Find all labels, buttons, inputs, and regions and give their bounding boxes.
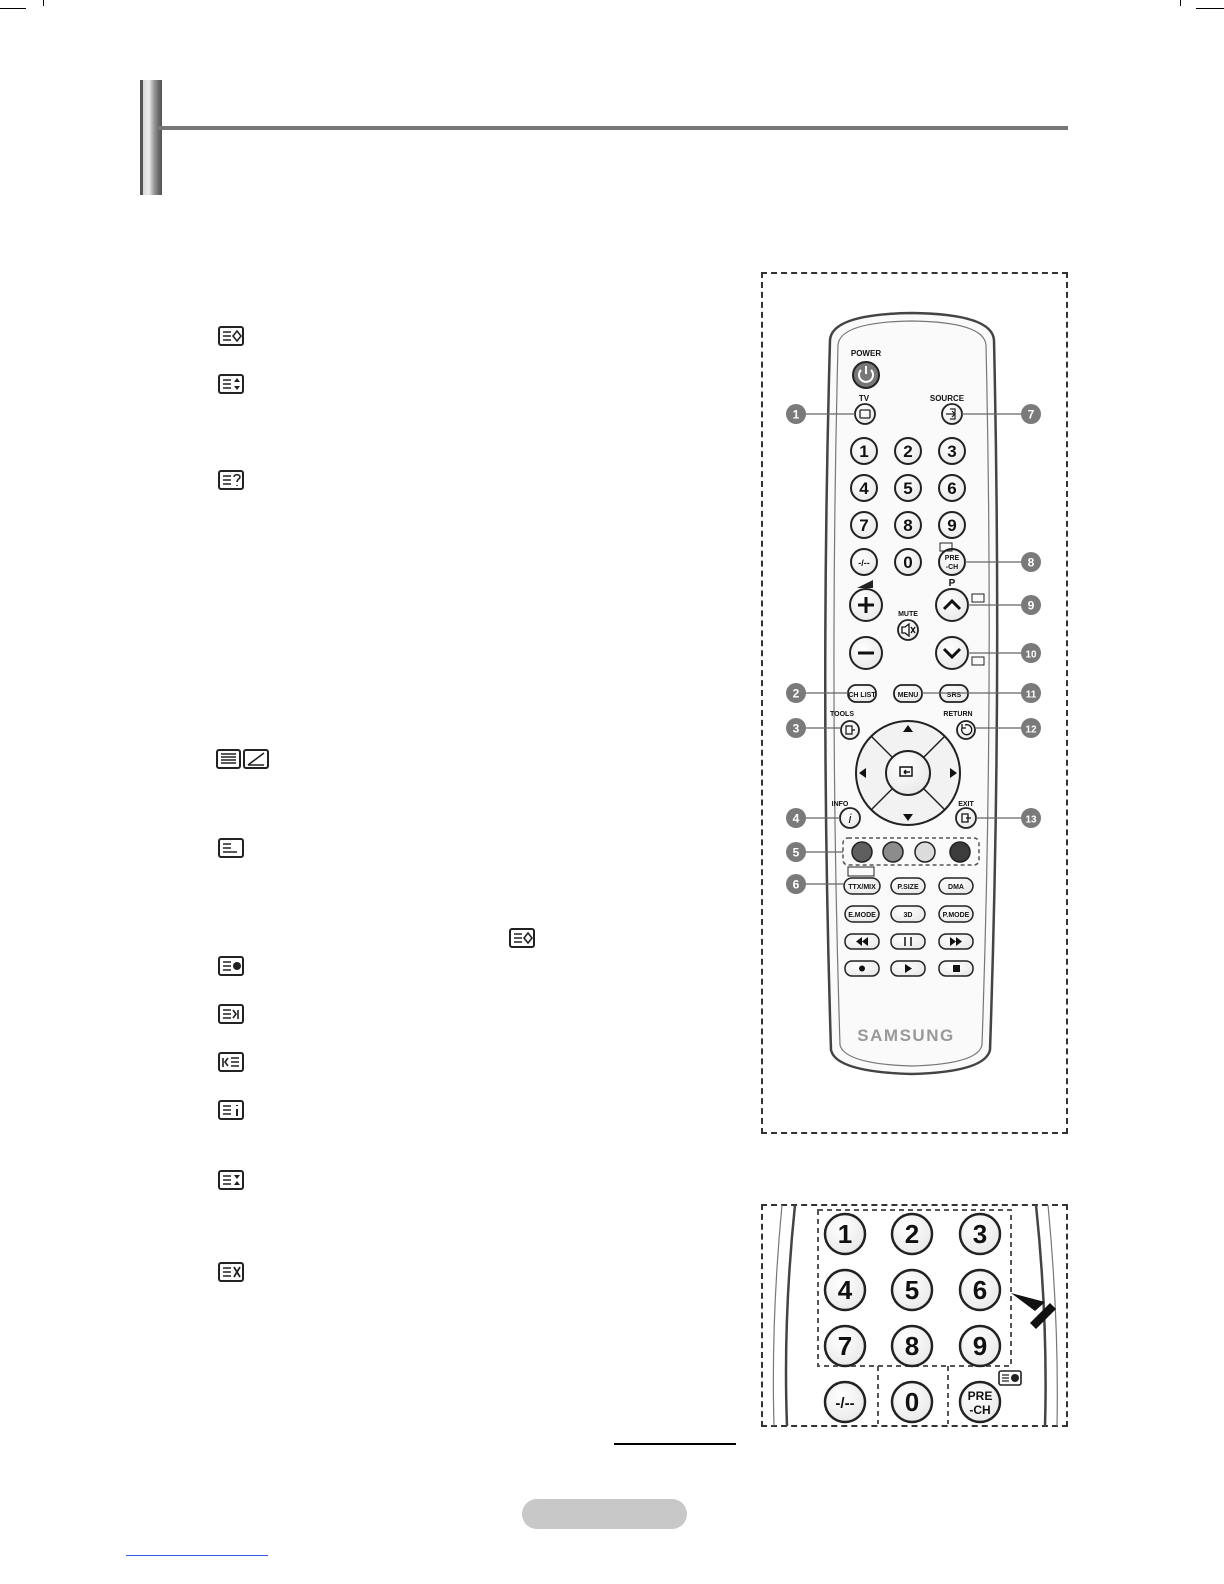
- key-5[interactable]: [895, 475, 921, 501]
- info-label: INFO: [831, 801, 849, 808]
- callout-number: 5: [792, 845, 800, 860]
- callout-number: 4: [792, 811, 800, 826]
- tools-button[interactable]: [841, 721, 859, 739]
- exit-button[interactable]: [956, 808, 976, 828]
- stop-icon: [953, 965, 960, 972]
- key-6[interactable]: [939, 475, 965, 501]
- pointer-arrow: [1011, 1293, 1056, 1329]
- svg-text:4: 4: [837, 1275, 853, 1305]
- remote-control: [762, 273, 1067, 1133]
- navigation-pad: [856, 721, 960, 825]
- callout-number: 9: [1027, 598, 1035, 613]
- ttx-mix-button[interactable]: [844, 878, 880, 894]
- svg-text:-CH: -CH: [945, 564, 959, 571]
- svg-text:3: 3: [947, 442, 957, 461]
- callout-number: 12: [1025, 724, 1037, 736]
- return-label: RETURN: [943, 711, 973, 718]
- zoom-key-1[interactable]: [825, 1214, 865, 1254]
- channel-down-button[interactable]: [936, 637, 968, 669]
- callout-number: 7: [1027, 407, 1035, 422]
- footer-rule: [614, 1443, 736, 1445]
- play-button[interactable]: [891, 961, 925, 976]
- svg-text:2: 2: [904, 1219, 920, 1249]
- power-button[interactable]: [853, 362, 879, 388]
- pre-ch-button[interactable]: [939, 549, 965, 575]
- menu-button[interactable]: [894, 685, 922, 702]
- svg-text:TTX/MIX: TTX/MIX: [848, 884, 876, 891]
- callout-number: 6: [792, 877, 800, 892]
- key-4[interactable]: [851, 475, 877, 501]
- e-mode-button[interactable]: [845, 906, 879, 922]
- p-mode-button[interactable]: [939, 906, 973, 922]
- key-3[interactable]: [939, 438, 965, 464]
- callout-number: 3: [792, 721, 800, 736]
- svg-text:PRE: PRE: [967, 1389, 993, 1403]
- source-button[interactable]: [942, 404, 962, 424]
- enter-button[interactable]: [886, 751, 930, 795]
- svg-text:P.MODE: P.MODE: [942, 912, 970, 919]
- index-icon: [218, 470, 244, 490]
- info-button[interactable]: [840, 808, 860, 828]
- record-button[interactable]: [845, 961, 879, 976]
- svg-text:-/--: -/--: [835, 1395, 855, 1412]
- crop-mark: [43, 0, 44, 6]
- callout-7: [1021, 404, 1041, 424]
- stop-button[interactable]: [939, 961, 973, 976]
- record-icon: [859, 966, 865, 972]
- reveal-icon: [509, 928, 535, 948]
- svg-text:CH LIST: CH LIST: [848, 692, 876, 699]
- zoom-key-8[interactable]: [892, 1326, 932, 1366]
- p-size-button[interactable]: [891, 878, 925, 894]
- zoom-key-4[interactable]: [825, 1270, 865, 1310]
- svg-text:SRS: SRS: [946, 692, 962, 699]
- callout-number: 2: [792, 686, 800, 701]
- tv-button[interactable]: [855, 404, 875, 424]
- svg-text:1: 1: [837, 1219, 853, 1249]
- callout-4: [786, 808, 806, 828]
- svg-text:MENU: MENU: [897, 692, 919, 699]
- svg-text:7: 7: [837, 1331, 853, 1361]
- tv-label: TV: [858, 394, 870, 403]
- dash-button[interactable]: [851, 549, 877, 575]
- svg-text:PRE: PRE: [944, 555, 960, 562]
- page-number-badge: [522, 1499, 687, 1529]
- svg-text:6: 6: [947, 479, 957, 498]
- ttx-mix-icon: [216, 749, 270, 769]
- callout-9: [1021, 595, 1041, 615]
- source-label: SOURCE: [929, 394, 965, 403]
- callout-10: [1021, 643, 1041, 663]
- exit-label: EXIT: [958, 801, 974, 808]
- callout-1: [786, 404, 806, 424]
- key-2[interactable]: [895, 438, 921, 464]
- callout-number: 13: [1025, 814, 1037, 826]
- fast-forward-button[interactable]: [939, 934, 973, 949]
- zoom-dash-button[interactable]: [825, 1382, 865, 1422]
- callout-12: [1021, 718, 1041, 738]
- crop-mark: [0, 8, 26, 9]
- callout-number: 11: [1025, 689, 1037, 701]
- bottom-underline: [126, 1555, 268, 1556]
- page-up-down-icon: [218, 1170, 244, 1190]
- svg-text:9: 9: [972, 1331, 988, 1361]
- reveal-icon: [218, 326, 244, 346]
- callout-number: 10: [1025, 649, 1037, 661]
- zoom-key-0[interactable]: [892, 1382, 932, 1422]
- mute-label: MUTE: [898, 611, 918, 618]
- info-icon: [218, 1100, 244, 1120]
- brand-logo: SAMSUNG: [857, 1026, 955, 1045]
- mute-button[interactable]: [898, 620, 918, 640]
- display-icon: [218, 956, 244, 976]
- key-0[interactable]: [895, 549, 921, 575]
- svg-text:3D: 3D: [903, 912, 913, 919]
- callout-8: [1021, 552, 1041, 572]
- svg-text:8: 8: [904, 1331, 920, 1361]
- callout-6: [786, 874, 806, 894]
- svg-text:5: 5: [904, 1275, 920, 1305]
- p-label: P: [948, 578, 956, 589]
- key-9[interactable]: [939, 512, 965, 538]
- rewind-button[interactable]: [845, 934, 879, 949]
- svg-text:-/--: -/--: [858, 558, 870, 568]
- exit-icon: [218, 1262, 244, 1282]
- color-key-4[interactable]: [950, 842, 970, 862]
- zoom-key-7[interactable]: [825, 1326, 865, 1366]
- section-heading-bar: [140, 80, 162, 195]
- cancel-icon: [218, 838, 244, 858]
- volume-down-button[interactable]: [850, 637, 882, 669]
- svg-text:2: 2: [903, 442, 913, 461]
- callout-2: [786, 683, 806, 703]
- svg-text:1: 1: [859, 442, 869, 461]
- svg-text:E.MODE: E.MODE: [848, 912, 876, 919]
- volume-up-button[interactable]: [850, 589, 882, 621]
- dma-button[interactable]: [939, 878, 973, 894]
- info-icon: i: [848, 811, 852, 826]
- key-1[interactable]: [851, 438, 877, 464]
- svg-text:-CH: -CH: [969, 1403, 991, 1417]
- zoom-display-icon: [999, 1371, 1021, 1385]
- svg-text:0: 0: [904, 1387, 920, 1417]
- zoom-pre-ch-button[interactable]: [960, 1382, 1000, 1422]
- zoom-key-6[interactable]: [960, 1270, 1000, 1310]
- svg-text:6: 6: [972, 1275, 988, 1305]
- return-button[interactable]: [957, 721, 975, 739]
- svg-text:P.SIZE: P.SIZE: [897, 884, 919, 891]
- crop-mark: [1180, 0, 1181, 6]
- callout-13: [1021, 808, 1041, 828]
- zoom-key-9[interactable]: [960, 1326, 1000, 1366]
- callout-11: [1021, 683, 1041, 703]
- color-key-2[interactable]: [883, 842, 903, 862]
- svg-text:0: 0: [903, 553, 913, 572]
- hold-icon: [218, 1052, 244, 1072]
- callout-5: [786, 842, 806, 862]
- callout-3: [786, 718, 806, 738]
- svg-text:8: 8: [903, 516, 913, 535]
- color-key-1[interactable]: [852, 842, 872, 862]
- ch-list-button[interactable]: [848, 685, 876, 702]
- pause-button[interactable]: [891, 934, 925, 949]
- svg-text:9: 9: [947, 516, 957, 535]
- number-pad-zoom: [762, 1205, 1067, 1426]
- zoom-key-5[interactable]: [892, 1270, 932, 1310]
- channel-up-button[interactable]: [936, 589, 968, 621]
- zoom-key-2[interactable]: [892, 1214, 932, 1254]
- svg-text:5: 5: [903, 479, 913, 498]
- color-key-3[interactable]: [915, 842, 935, 862]
- section-heading-rule: [158, 126, 1068, 130]
- callout-number: 1: [792, 407, 800, 422]
- key-8[interactable]: [895, 512, 921, 538]
- svg-text:DMA: DMA: [948, 884, 964, 891]
- svg-text:4: 4: [859, 479, 869, 498]
- svg-text:7: 7: [859, 516, 869, 535]
- power-label: POWER: [850, 349, 882, 358]
- tools-label: TOOLS: [830, 711, 854, 718]
- callout-number: 8: [1027, 555, 1035, 570]
- 3d-button[interactable]: [891, 906, 925, 922]
- crop-mark: [1196, 8, 1224, 9]
- key-7[interactable]: [851, 512, 877, 538]
- zoom-key-3[interactable]: [960, 1214, 1000, 1254]
- size-icon: [218, 374, 244, 394]
- svg-text:3: 3: [972, 1219, 988, 1249]
- subpage-icon: [218, 1004, 244, 1024]
